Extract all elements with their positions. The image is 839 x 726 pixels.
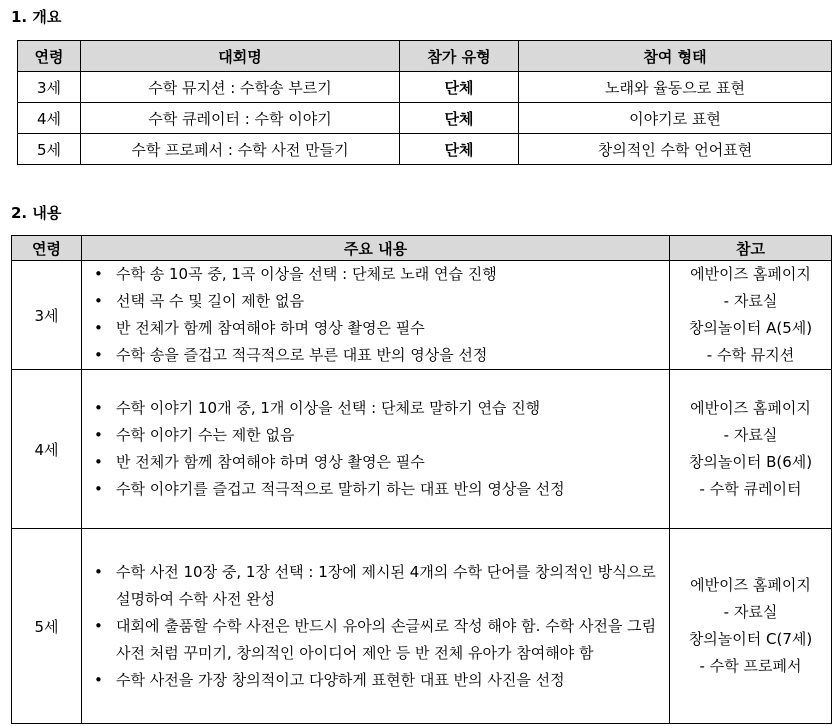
content-reference — [670, 529, 832, 724]
list-item — [94, 559, 669, 613]
list-item — [94, 449, 669, 476]
content-reference — [670, 261, 832, 370]
content-header-row — [12, 236, 832, 261]
overview-form: 노래와 율동으로 표현 — [519, 72, 832, 103]
overview-header-name: 대회명 — [81, 41, 400, 72]
list-item — [94, 422, 669, 449]
content-header-main: 주요 내용 — [82, 236, 670, 261]
bullet-dot-icon: • — [94, 292, 103, 310]
overview-contest-name: 수학 큐레이터 : 수학 이야기 — [81, 103, 400, 134]
table-row — [12, 370, 832, 529]
list-item-text: 수학 송 10곡 중, 1곡 이상을 선택 : 단체로 노래 연습 진행 — [116, 265, 497, 283]
content-table — [11, 235, 832, 724]
reference-line: 창의놀이터 C(7세) — [688, 630, 813, 648]
list-item-text: 반 전체가 함께 참여해야 하며 영상 촬영은 필수 — [116, 453, 425, 471]
bullet-dot-icon: • — [94, 562, 103, 581]
overview-contest-name: 수학 뮤지션 : 수학송 부르기 — [81, 72, 400, 103]
list-item-text: 수학 송을 즐겁고 적극적으로 부른 대표 반의 영상을 선정 — [116, 346, 488, 364]
list-item-text: 수학 이야기 10개 중, 1개 이상을 선택 : 단체로 말하기 연습 진행 — [116, 399, 541, 417]
section-title-overview: 1. 개요 — [11, 8, 62, 26]
reference-line: 창의놀이터 B(6세) — [688, 453, 813, 471]
table-row — [12, 529, 832, 724]
bullet-dot-icon: • — [94, 399, 103, 417]
content-age: 5세 — [12, 529, 82, 724]
list-item — [94, 288, 669, 315]
reference-line: 에반이즈 홈페이지 — [690, 399, 811, 417]
list-item-text: 선택 곡 수 및 길이 제한 없음 — [116, 292, 304, 310]
bullet-dot-icon: • — [94, 319, 103, 337]
overview-header-type: 참가 유형 — [400, 41, 519, 72]
overview-form: 이야기로 표현 — [519, 103, 832, 134]
overview-age: 3세 — [18, 72, 81, 103]
reference-line: 에반이즈 홈페이지 — [690, 265, 811, 283]
list-item — [94, 261, 669, 288]
overview-type: 단체 — [400, 72, 519, 103]
content-age: 4세 — [12, 370, 82, 529]
list-item-text: 대회에 출품할 수학 사전은 반드시 유아의 손글씨로 작성 해야 함. 수학 사전을 그림 사전 처럼 꾸미기, 창의적인 아이디어 제안 등 반 전체 유아가 참여해야 함 — [116, 616, 657, 662]
table-row — [18, 134, 832, 165]
reference-line: - 자료실 — [723, 426, 778, 444]
bullet-dot-icon: • — [94, 426, 103, 444]
bullet-dot-icon: • — [94, 670, 103, 689]
content-header-ref: 참고 — [670, 236, 832, 261]
list-item-text: 수학 사전을 가장 창의적이고 다양하게 표현한 대표 반의 사진을 선정 — [116, 670, 565, 689]
list-item-text: 수학 사전 10장 중, 1장 선택 : 1장에 제시된 4개의 수학 단어를 창의적인 방식으로 설명하여 수학 사전 완성 — [116, 562, 656, 608]
reference-line: 창의놀이터 A(5세) — [688, 319, 813, 337]
overview-contest-name: 수학 프로페서 : 수학 사전 만들기 — [81, 134, 400, 165]
list-item — [94, 395, 669, 422]
content-age: 3세 — [12, 261, 82, 370]
overview-age: 5세 — [18, 134, 81, 165]
content-reference — [670, 370, 832, 529]
reference-line: - 수학 큐레이터 — [699, 480, 802, 498]
overview-header-form: 참여 형태 — [519, 41, 832, 72]
reference-line: - 수학 뮤지션 — [706, 346, 795, 364]
reference-line: - 자료실 — [723, 603, 778, 621]
table-row — [12, 261, 832, 370]
bullet-dot-icon: • — [94, 616, 103, 635]
content-header-age: 연령 — [12, 236, 82, 261]
table-row — [18, 72, 832, 103]
section-title-content: 2. 내용 — [11, 204, 62, 222]
content-bullet-list — [82, 261, 669, 369]
reference-line: 에반이즈 홈페이지 — [690, 576, 811, 594]
list-item — [94, 315, 669, 342]
bullet-dot-icon: • — [94, 346, 103, 364]
list-item — [94, 342, 669, 369]
content-bullet-list — [82, 559, 669, 694]
overview-form: 창의적인 수학 언어표현 — [519, 134, 832, 165]
list-item-text: 수학 이야기를 즐겁고 적극적으로 말하기 하는 대표 반의 영상을 선정 — [116, 480, 565, 498]
overview-header-age: 연령 — [18, 41, 81, 72]
overview-table — [17, 40, 832, 165]
overview-type: 단체 — [400, 103, 519, 134]
list-item — [94, 476, 669, 503]
list-item-text: 반 전체가 함께 참여해야 하며 영상 촬영은 필수 — [116, 319, 425, 337]
bullet-dot-icon: • — [94, 480, 103, 498]
list-item — [94, 613, 669, 667]
overview-type: 단체 — [400, 134, 519, 165]
overview-header-row — [18, 41, 832, 72]
overview-age: 4세 — [18, 103, 81, 134]
table-row — [18, 103, 832, 134]
reference-line: - 수학 프로페서 — [699, 657, 802, 675]
reference-line: - 자료실 — [723, 292, 778, 310]
content-bullet-list — [82, 395, 669, 503]
bullet-dot-icon: • — [94, 265, 103, 283]
bullet-dot-icon: • — [94, 453, 103, 471]
list-item-text: 수학 이야기 수는 제한 없음 — [116, 426, 295, 444]
list-item — [94, 667, 669, 694]
